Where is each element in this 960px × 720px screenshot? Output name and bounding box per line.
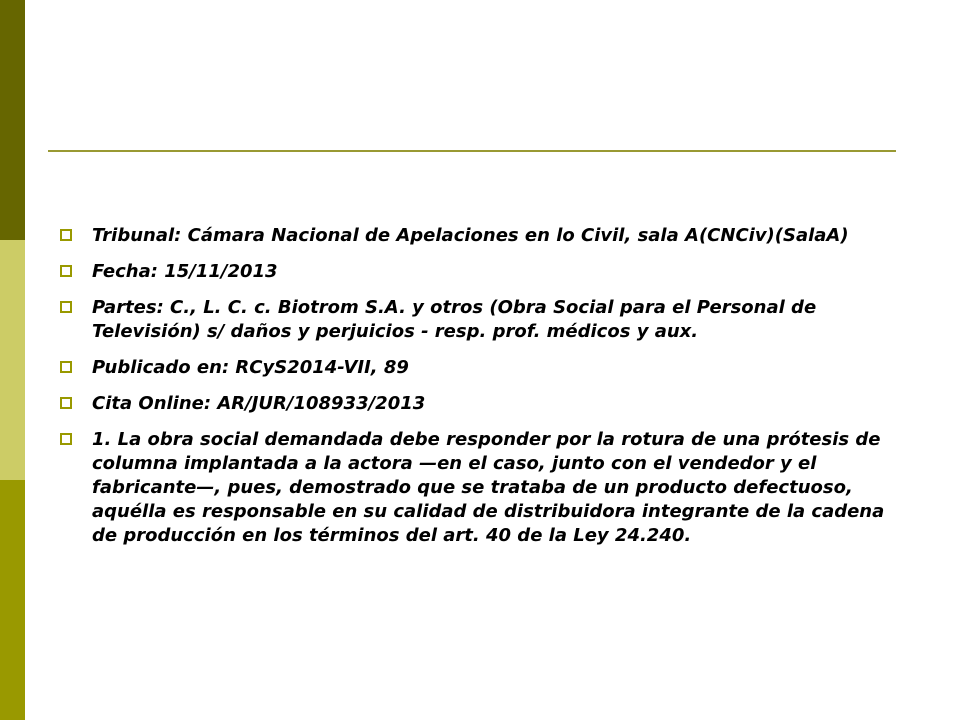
list-item xyxy=(60,428,900,548)
sidebar-decoration xyxy=(0,0,25,720)
bullet-list xyxy=(60,224,900,560)
list-item xyxy=(60,392,900,416)
list-item xyxy=(60,260,900,284)
bullet-text-tribunal: Tribunal: Cámara Nacional de Apelaciones en lo Civil, sala A(CNCiv)(SalaA) xyxy=(92,225,849,246)
square-bullet-icon xyxy=(60,229,72,241)
bullet-text-holding: 1. La obra social demandada debe responder por la rotura de una prótesis de columna implantada a la actora —en el caso, junto con el vendedor y el fabricante—, pues, demostrado que se trataba de un producto defectuoso, aquélla es responsable en su calidad de distribuidora integrante de la cadena de producción en los términos del art. 40 de la Ley 24.240. xyxy=(92,429,885,546)
bullet-text-fecha: Fecha: 15/11/2013 xyxy=(92,261,278,282)
sidebar-band-bottom xyxy=(0,480,25,720)
title-divider xyxy=(48,150,896,152)
list-item xyxy=(60,296,900,344)
sidebar-band-top xyxy=(0,0,25,240)
square-bullet-icon xyxy=(60,397,72,409)
square-bullet-icon xyxy=(60,265,72,277)
sidebar-band-middle xyxy=(0,240,25,480)
bullet-text-publicado: Publicado en: RCyS2014-VII, 89 xyxy=(92,357,409,378)
square-bullet-icon xyxy=(60,301,72,313)
list-item xyxy=(60,224,900,248)
list-item xyxy=(60,356,900,380)
square-bullet-icon xyxy=(60,433,72,445)
square-bullet-icon xyxy=(60,361,72,373)
bullet-text-cita-online: Cita Online: AR/JUR/108933/2013 xyxy=(92,393,426,414)
bullet-text-partes: Partes: C., L. C. c. Biotrom S.A. y otros (Obra Social para el Personal de Televisión) s/ daños y perjuicios - resp. prof. médicos y aux. xyxy=(92,297,817,342)
